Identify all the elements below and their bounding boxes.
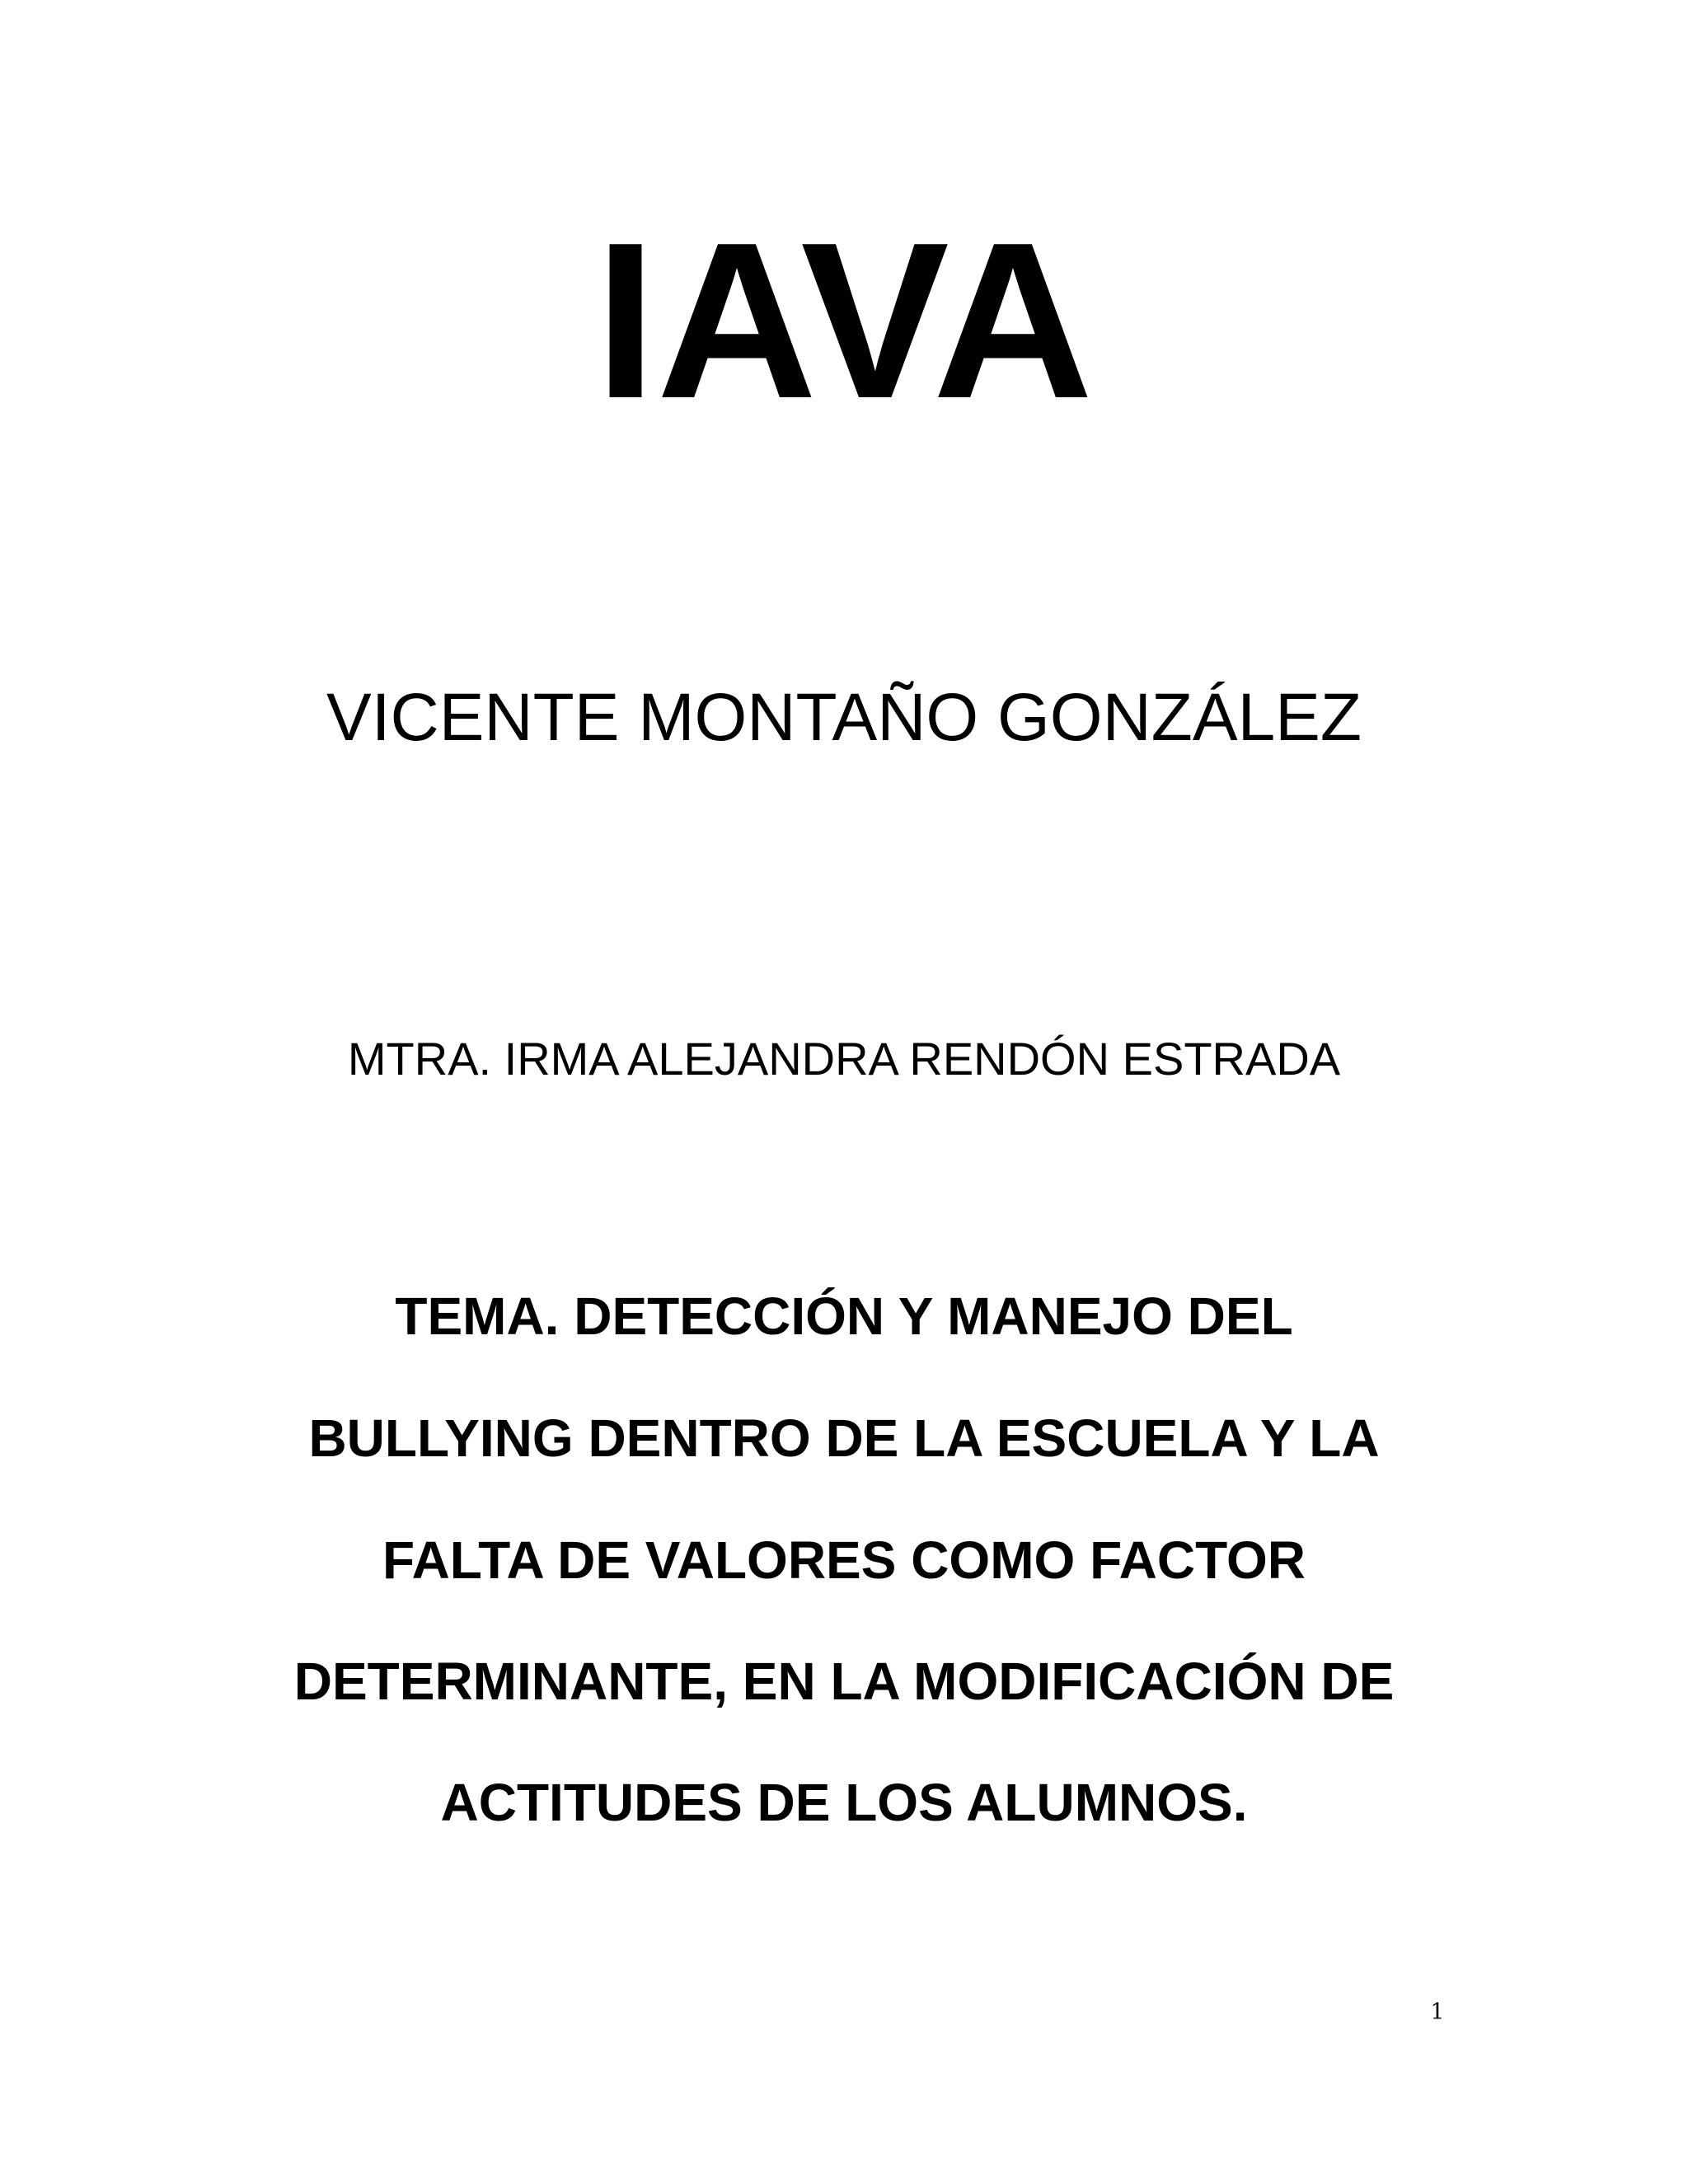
teacher-name: MTRA. IRMA ALEJANDRA RENDÓN ESTRADA [347, 1033, 1341, 1085]
topic-line: FALTA DE VALORES COMO FACTOR [382, 1530, 1306, 1590]
page-number: 1 [1430, 1999, 1445, 2025]
topic-line: BULLYING DENTRO DE LA ESCUELA Y LA [308, 1408, 1380, 1468]
institution-title: IAVA [594, 197, 1094, 445]
topic-line: TEMA. DETECCIÓN Y MANEJO DEL [395, 1286, 1293, 1346]
topic-line: DETERMINANTE, EN LA MODIFICACIÓN DE [293, 1652, 1395, 1711]
student-name: VICENTE MONTAÑO GONZÁLEZ [326, 680, 1362, 755]
topic-line: ACTITUDES DE LOS ALUMNOS. [440, 1773, 1248, 1832]
